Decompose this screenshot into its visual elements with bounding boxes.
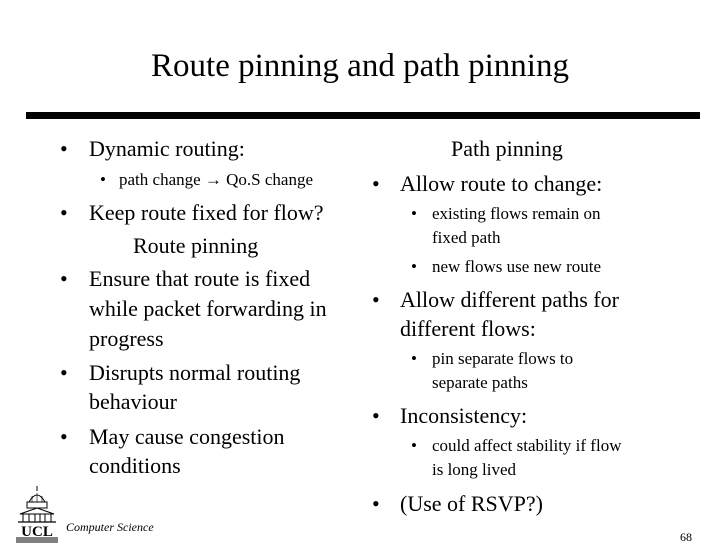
- bullet-dot: •: [372, 287, 380, 312]
- bullet-allow-change: Allow route to change:: [400, 171, 603, 196]
- path-change-text: path change: [119, 170, 201, 189]
- sub-bullet-dot: •: [411, 349, 417, 368]
- qos-change-text: Qo.S change: [226, 170, 314, 189]
- bullet-ensure-line2: while packet forwarding in: [89, 296, 327, 321]
- sub-bullet-dot: •: [411, 204, 417, 223]
- sub-bullet-pin-line1: pin separate flows to: [432, 349, 574, 368]
- bullet-ensure-line3: progress: [89, 326, 164, 351]
- bullet-dot: •: [60, 136, 68, 161]
- logo-text: UCL: [21, 524, 53, 540]
- bullet-dot: •: [60, 360, 68, 385]
- bullet-disrupts-line2: behaviour: [89, 389, 177, 414]
- right-arrow-icon: →: [204, 170, 222, 189]
- bullet-keep-route: Keep route fixed for flow?: [89, 200, 324, 225]
- bullet-dot: •: [372, 403, 380, 428]
- sub-bullet-pin-line2: separate paths: [432, 373, 528, 392]
- bullet-congestion-line2: conditions: [89, 453, 181, 478]
- sub-bullet-existing-line1: existing flows remain on: [432, 204, 601, 223]
- sub-bullet-existing-line2: fixed path: [432, 228, 501, 247]
- ucl-logo: [14, 484, 60, 546]
- slide-title: Route pinning and path pinning: [151, 48, 569, 84]
- sub-bullet-new-flows: new flows use new route: [432, 257, 602, 276]
- title-divider: [26, 112, 700, 119]
- bullet-dot: •: [372, 491, 380, 516]
- sub-bullet-path-change: [119, 168, 313, 192]
- bullet-dot: •: [60, 200, 68, 225]
- department-name: Computer Science: [66, 520, 154, 534]
- sub-bullet-affect-line1: could affect stability if flow: [432, 436, 622, 455]
- sub-bullet-dot: •: [411, 257, 417, 276]
- bullet-dynamic-routing: Dynamic routing:: [89, 136, 245, 161]
- bullet-ensure-line1: Ensure that route is fixed: [89, 266, 311, 291]
- sub-bullet-dot: •: [100, 170, 106, 189]
- page-number: 68: [680, 530, 692, 544]
- heading-path-pinning: Path pinning: [451, 136, 563, 161]
- bullet-disrupts-line1: Disrupts normal routing: [89, 360, 301, 385]
- bullet-rsvp: (Use of RSVP?): [400, 491, 543, 516]
- bullet-dot: •: [60, 424, 68, 449]
- bullet-dot: •: [372, 171, 380, 196]
- bullet-inconsistency: Inconsistency:: [400, 403, 528, 428]
- bullet-dot: •: [60, 266, 68, 291]
- sub-bullet-dot: •: [411, 436, 417, 455]
- heading-route-pinning: Route pinning: [133, 233, 259, 258]
- sub-bullet-affect-line2: is long lived: [432, 460, 517, 479]
- bullet-congestion-line1: May cause congestion: [89, 424, 285, 449]
- bullet-allow-diff-line2: different flows:: [400, 316, 536, 341]
- bullet-allow-diff-line1: Allow different paths for: [400, 287, 619, 312]
